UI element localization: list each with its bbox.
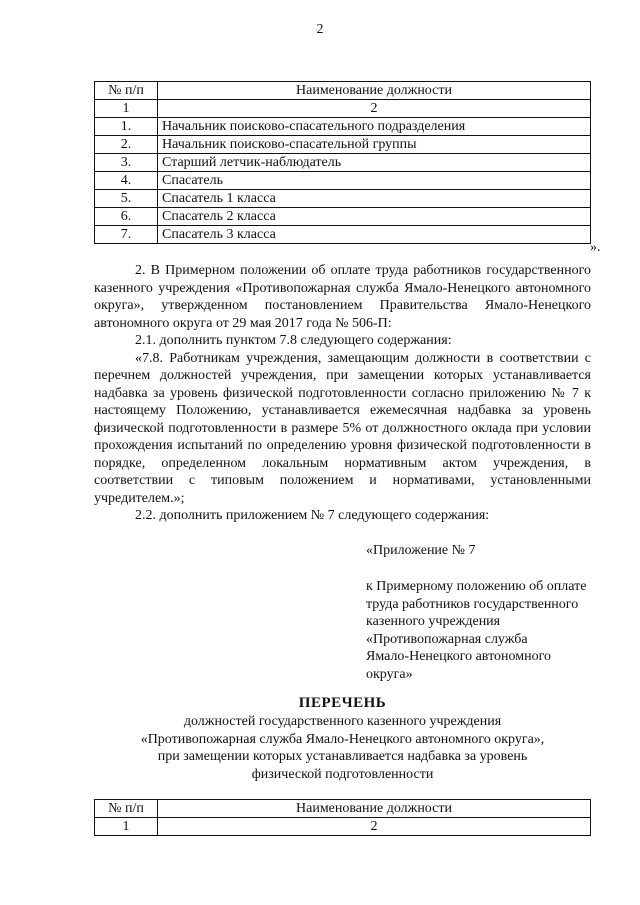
table-row [95, 136, 591, 154]
closing-quote: ». [590, 240, 601, 255]
table-index-row [95, 818, 591, 836]
row-number: 6. [95, 208, 158, 226]
table-row [95, 154, 591, 172]
col-name-header: Наименование должности [158, 82, 591, 100]
row-number: 2. [95, 136, 158, 154]
table-row [95, 172, 591, 190]
positions-table [94, 81, 591, 244]
table-row [95, 190, 591, 208]
list-subtitle [94, 713, 591, 783]
subtitle-line: физической подготовленности [251, 766, 434, 782]
col-number-header: № п/п [95, 82, 158, 100]
table-header-row [95, 800, 591, 818]
col-number-header: № п/п [95, 800, 158, 818]
col-index-1: 1 [95, 818, 158, 836]
row-position: Начальник поисково-спасательного подразделения [158, 118, 591, 136]
appendix-line: округа» [366, 666, 413, 682]
paragraph-2-2: 2.2. дополнить приложением № 7 следующего содержания: [135, 508, 490, 523]
appendix-line: казенного учреждения [366, 614, 501, 629]
appendix-line: труда работников государственного [366, 596, 579, 612]
col-index-1: 1 [95, 100, 158, 118]
row-position: Старший летчик-наблюдатель [158, 154, 591, 172]
row-number: 4. [95, 172, 158, 190]
row-position: Спасатель 1 класса [158, 190, 591, 208]
subtitle-line: при замещении которых устанавливается надбавка за уровень [157, 749, 528, 764]
row-number: 5. [95, 190, 158, 208]
paragraph-7-8: «7.8. Работникам учреждения, замещающим должности в соответствии с перечнем должностей учреждения, при замещении которых устанавливается надбавка за уровень физической подготовленности согласно приложению № 7 к настоящему Положению, устанавливается ежемесячная надбавка за уровень физической подготовленности в размере 5% от должностного оклада при условии прохождения испытаний по определению уровня физической подготовленности в порядке, определенном локальным нормативным актом учреждения, в соответствии с типовым положением и нормативами, установленными учредителем.»; [94, 350, 591, 506]
row-number: 1. [95, 118, 158, 136]
row-number: 3. [95, 154, 158, 172]
table-index-row [95, 100, 591, 118]
appendix-title: «Приложение № 7 [366, 543, 476, 558]
subtitle-line: «Противопожарная служба Ямало-Ненецкого автономного округа», [140, 731, 545, 747]
appendix-description [366, 578, 606, 683]
table-row [95, 226, 591, 244]
row-position: Спасатель 3 класса [158, 226, 591, 244]
table-header-row [95, 82, 591, 100]
col-index-2: 2 [158, 100, 591, 118]
row-position: Спасатель [158, 172, 591, 190]
paragraph-2-1: 2.1. дополнить пунктом 7.8 следующего содержания: [135, 333, 452, 348]
subtitle-line: должностей государственного казенного учреждения [183, 714, 502, 729]
row-position: Спасатель 2 класса [158, 208, 591, 226]
table-row [95, 208, 591, 226]
col-name-header: Наименование должности [158, 800, 591, 818]
row-position: Начальник поисково-спасательной группы [158, 136, 591, 154]
col-index-2: 2 [158, 818, 591, 836]
table-row [95, 118, 591, 136]
amendment-text [94, 262, 591, 525]
appendix-line: «Противопожарная служба [366, 631, 528, 647]
paragraph-2: 2. В Примерном положении об оплате труда работников государственного казенного учреждения «Противопожарная служба Ямало-Ненецкого автономного округа», утвержденном постановлением Правительства Ямало-Ненецкого автономного округа от 29 мая 2017 года № 506-П: [94, 263, 591, 331]
page-number: 2 [316, 22, 324, 37]
row-number: 7. [95, 226, 158, 244]
appendix-line: Ямало-Ненецкого автономного [366, 649, 551, 664]
appendix-line: к Примерному положению об оплате [366, 579, 587, 594]
list-title: ПЕРЕЧЕНЬ [298, 695, 387, 711]
appendix-positions-table [94, 799, 591, 836]
